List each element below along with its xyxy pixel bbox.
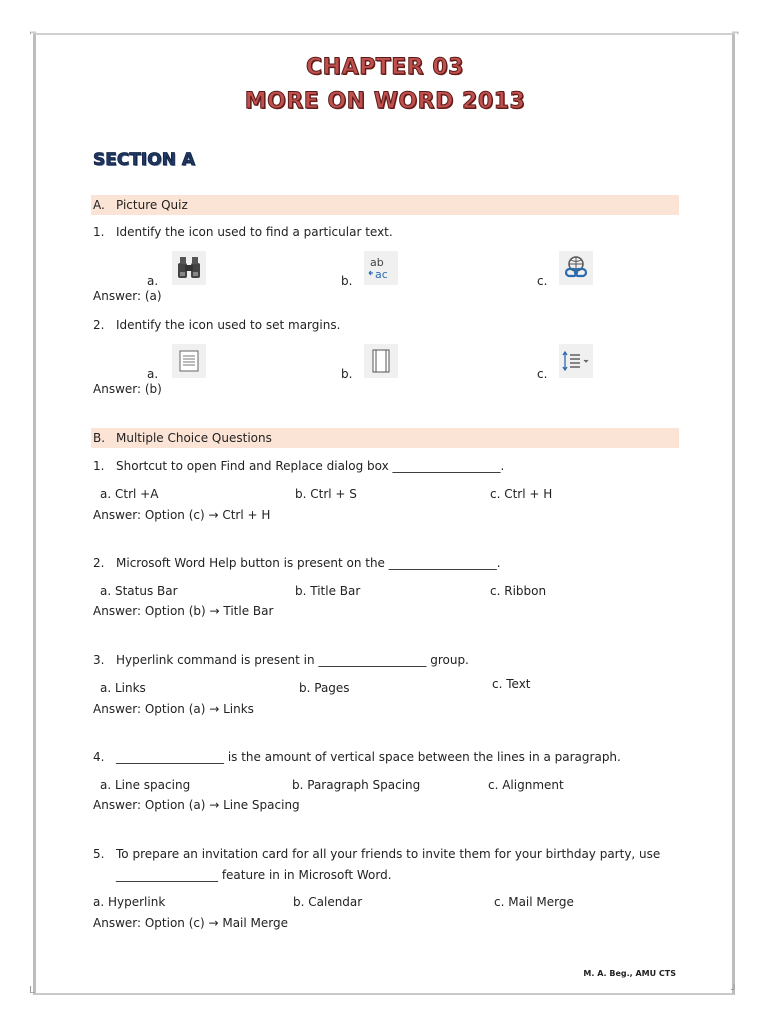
- question-text: To prepare an invitation card for all your friends to invite them for your birthday party, use: [116, 847, 661, 861]
- question-number: 1.: [93, 459, 105, 473]
- footer-author: M. A. Beg., AMU CTS: [583, 969, 676, 978]
- margins-icon: [364, 344, 398, 378]
- answer-text: Answer: (a): [93, 289, 162, 303]
- line-spacing-icon: [559, 344, 593, 378]
- question-text: Identify the icon used to find a particular text.: [116, 225, 393, 239]
- option-label-b: b.: [341, 367, 353, 381]
- svg-text:ab: ab: [370, 256, 384, 269]
- corner-mark-top-right: ¬: [731, 28, 740, 39]
- mcq-question-4: [93, 750, 621, 765]
- corner-mark-bottom-right: ┘: [731, 985, 738, 996]
- hyperlink-globe-chain-icon: [559, 251, 593, 285]
- replace-ab-ac-icon: [364, 251, 398, 285]
- heading-number: B.: [93, 431, 106, 445]
- question-number: 2.: [93, 556, 105, 570]
- question-text: Microsoft Word Help button is present on the __________________.: [116, 556, 501, 570]
- answer-text: Answer: Option (c) → Ctrl + H: [93, 508, 271, 522]
- option-label-b: b.: [341, 274, 353, 288]
- mcq-question-2: [93, 556, 501, 571]
- answer-text: Answer: Option (c) → Mail Merge: [93, 916, 288, 930]
- option-c: c. Alignment: [488, 778, 564, 792]
- question-text: __________________ is the amount of vertical space between the lines in a paragraph.: [116, 750, 621, 764]
- heading-text: Picture Quiz: [116, 198, 188, 212]
- option-label-c: c.: [537, 367, 548, 381]
- option-b: b. Paragraph Spacing: [292, 778, 421, 792]
- option-label-a: a.: [147, 367, 159, 381]
- answer-text: Answer: Option (a) → Line Spacing: [93, 798, 300, 812]
- section-heading: SECTION A: [93, 150, 196, 170]
- mcq-question-3: [93, 653, 469, 668]
- option-label-c: c.: [537, 274, 548, 288]
- corner-mark-top-left: ⌐: [29, 28, 38, 39]
- corner-mark-bottom-left: L: [29, 985, 35, 996]
- answer-text: Answer: (b): [93, 382, 162, 396]
- mcq-question-1: [93, 459, 504, 474]
- option-a: a. Ctrl +A: [100, 487, 159, 501]
- question-text: Hyperlink command is present in __________________ group.: [116, 653, 469, 667]
- picture-quiz-heading: [91, 195, 679, 215]
- question-number: 2.: [93, 318, 105, 332]
- svg-text:ac: ac: [375, 268, 388, 281]
- option-a: a. Hyperlink: [93, 895, 166, 909]
- option-c: c. Ctrl + H: [490, 487, 553, 501]
- option-a: a. Line spacing: [100, 778, 191, 792]
- answer-text: Answer: Option (b) → Title Bar: [93, 604, 274, 618]
- question-number: 5.: [93, 847, 105, 861]
- option-b: b. Title Bar: [295, 584, 361, 598]
- option-a: a. Status Bar: [100, 584, 178, 598]
- option-b: b. Calendar: [293, 895, 363, 909]
- document-lines-icon: [172, 344, 206, 378]
- chapter-title: MORE ON WORD 2013: [244, 89, 526, 114]
- answer-text: Answer: Option (a) → Links: [93, 702, 254, 716]
- question-number: 4.: [93, 750, 105, 764]
- picture-question-1: [93, 225, 393, 240]
- question-number: 1.: [93, 225, 105, 239]
- mcq-heading: [91, 428, 679, 448]
- heading-text: Multiple Choice Questions: [116, 431, 272, 445]
- option-a: a. Links: [100, 681, 146, 695]
- chapter-number-title: CHAPTER 03: [306, 55, 464, 80]
- heading-number: A.: [93, 198, 105, 212]
- question-text-continued: _________________ feature in in Microsoft Word.: [116, 868, 392, 882]
- question-text: Shortcut to open Find and Replace dialog box __________________.: [116, 459, 505, 473]
- question-text: Identify the icon used to set margins.: [116, 318, 341, 332]
- mcq-question-5: [93, 847, 660, 862]
- option-c: c. Mail Merge: [494, 895, 574, 909]
- option-label-a: a.: [147, 274, 159, 288]
- binoculars-find-icon: [172, 251, 206, 285]
- option-c: c. Ribbon: [490, 584, 547, 598]
- question-number: 3.: [93, 653, 105, 667]
- picture-question-2: [93, 318, 340, 333]
- option-b: b. Ctrl + S: [295, 487, 357, 501]
- option-b: b. Pages: [299, 681, 350, 695]
- option-c: c. Text: [492, 677, 531, 691]
